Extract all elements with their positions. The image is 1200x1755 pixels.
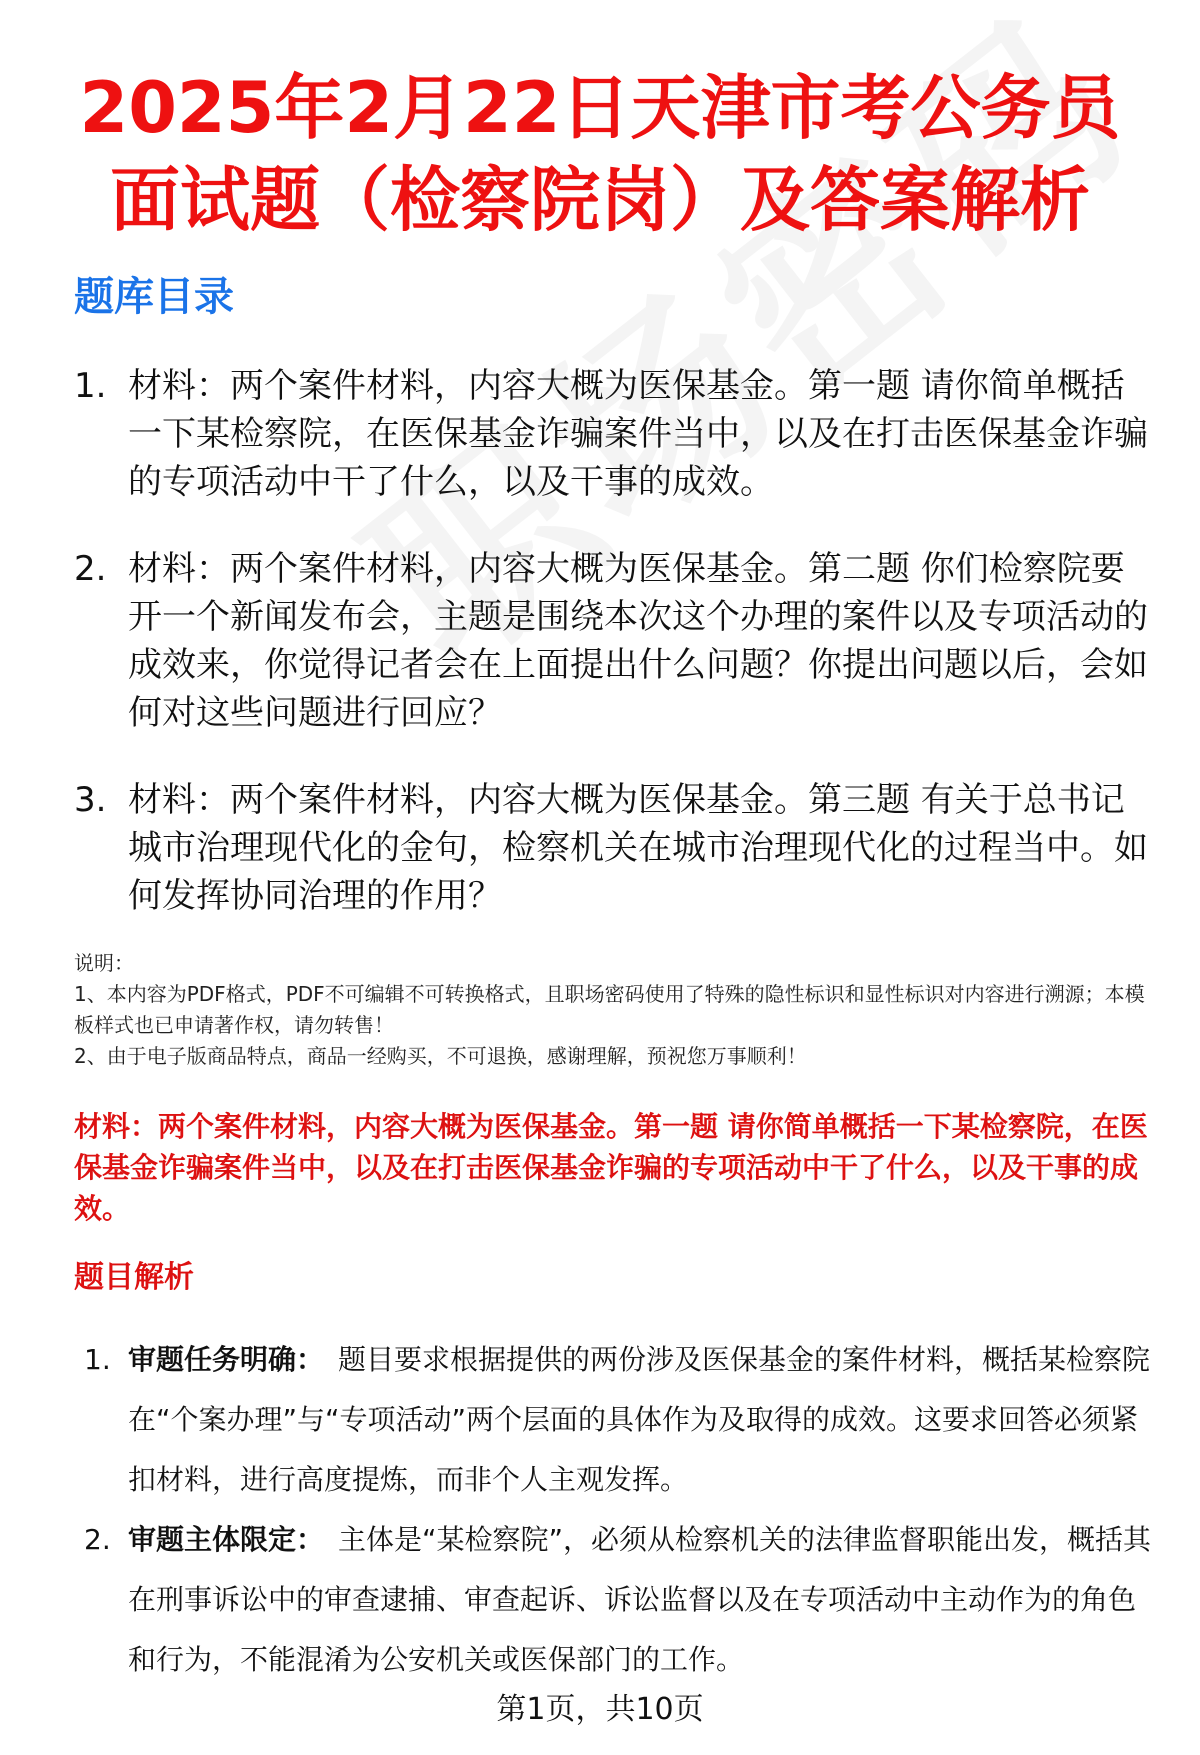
- notes-label: 说明：: [74, 951, 134, 975]
- toc-item: [74, 776, 1149, 920]
- page-footer: 第1页，共10页: [496, 1692, 704, 1727]
- analysis-item-text: 主体是“某检察院”，必须从检察机关的法律监督职能出发，概括其在刑事诉讼中的审查逮捕、审查起诉、诉讼监督以及在专项活动中主动作为的角色和行为，不能混淆为公安机关或医保部门的工作。: [128, 1523, 1152, 1676]
- analysis-heading: 题目解析: [74, 1260, 194, 1295]
- analysis-item-text: 题目要求根据提供的两份涉及医保基金的案件材料，概括某检察院在“个案办理”与“专项活动”两个层面的具体作为及取得的成效。这要求回答必须紧扣材料，进行高度提炼，而非个人主观发挥。: [128, 1343, 1151, 1496]
- toc-item-number: 3.: [74, 780, 107, 820]
- analysis-item-number: 2.: [84, 1523, 111, 1556]
- analysis-item-lead: 审题主体限定：: [128, 1523, 325, 1556]
- notes-line: 1、本内容为PDF格式，PDF不可编辑不可转换格式，且职场密码使用了特殊的隐性标识和显性标识对内容进行溯源；本模板样式也已申请著作权，请勿转售！: [74, 982, 1145, 1037]
- toc-item-text: 材料：两个案件材料，内容大概为医保基金。第二题 你们检察院要开一个新闻发布会，主题是围绕本次这个办理的案件以及专项活动的成效来，你觉得记者会在上面提出什么问题？你提出问题以后，会如何对这些问题进行回应？: [128, 549, 1148, 733]
- toc-item-number: 1.: [74, 366, 107, 406]
- document-title: 2025年2月22日天津市考公务员面试题（检察院岗）及答案解析: [79, 67, 1121, 241]
- toc-item-text: 材料：两个案件材料，内容大概为医保基金。第一题 请你简单概括一下某检察院，在医保基金诈骗案件当中，以及在打击医保基金诈骗的专项活动中干了什么，以及干事的成效。: [128, 366, 1148, 502]
- toc-item: [74, 545, 1149, 737]
- notes-line: 2、由于电子版商品特点，商品一经购买，不可退换，感谢理解，预祝您万事顺利！: [74, 1044, 807, 1068]
- toc-heading: 题库目录: [74, 274, 234, 320]
- question-title: 材料：两个案件材料，内容大概为医保基金。第一题 请你简单概括一下某检察院，在医保基金诈骗案件当中，以及在打击医保基金诈骗的专项活动中干了什么，以及干事的成效。: [74, 1110, 1148, 1225]
- toc-list: [74, 362, 1149, 959]
- analysis-item-number: 1.: [84, 1343, 111, 1376]
- analysis-item-lead: 审题任务明确：: [128, 1343, 325, 1376]
- toc-item: [74, 362, 1149, 506]
- toc-item-text: 材料：两个案件材料，内容大概为医保基金。第三题 有关于总书记城市治理现代化的金句，检察机关在城市治理现代化的过程当中。如何发挥协同治理的作用？: [128, 780, 1148, 916]
- notes: [74, 948, 1164, 1072]
- analysis-list: [74, 1330, 1154, 1690]
- analysis-item: [74, 1510, 1154, 1690]
- analysis-item: [74, 1330, 1154, 1510]
- toc-item-number: 2.: [74, 549, 107, 589]
